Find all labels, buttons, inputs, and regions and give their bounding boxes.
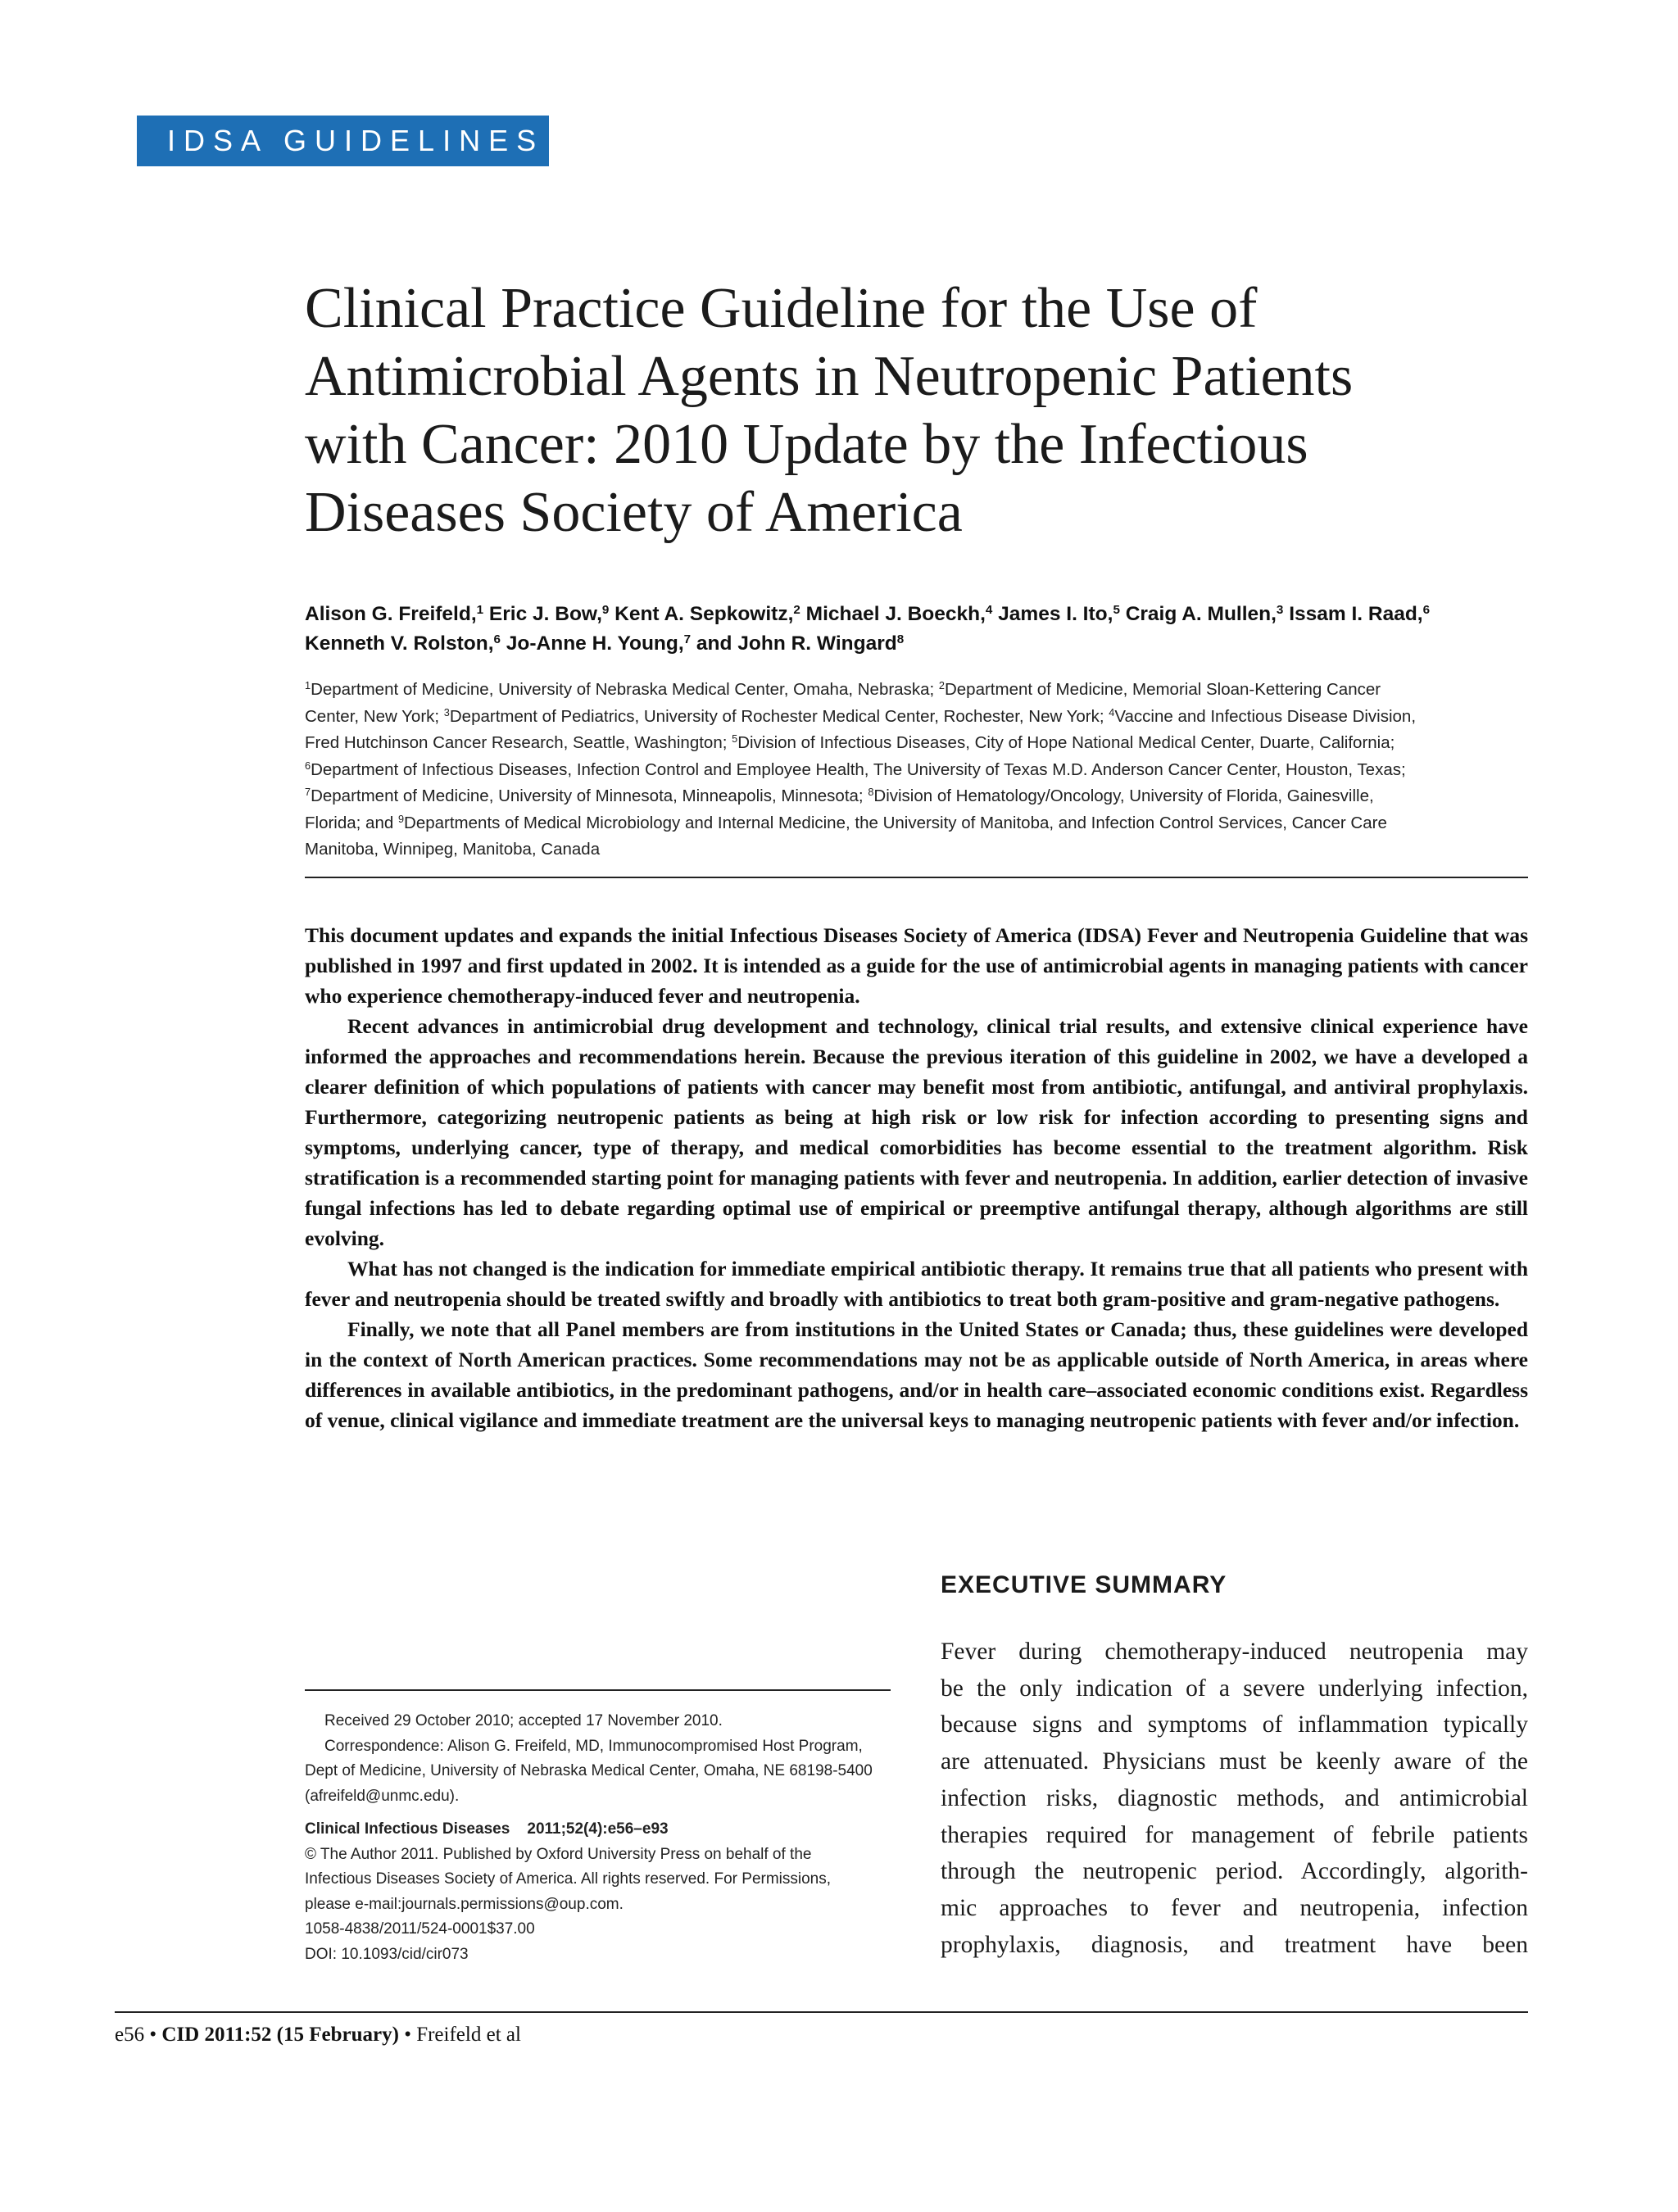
affiliation-sup: 7	[305, 786, 311, 799]
affiliation-line	[305, 836, 1526, 863]
author-name: James I. Ito,	[998, 603, 1113, 625]
affiliation-sup: 3	[443, 705, 450, 718]
doi-link[interactable]: DOI: 10.1093/cid/cir073	[305, 1945, 469, 1963]
received-note: Received 29 October 2010; accepted 17 November 2010.	[324, 1712, 723, 1729]
body-line: Fever during chemotherapy-induced neutropenia may	[941, 1639, 1528, 1665]
abstract-paragraph: This document updates and expands the initial Infectious Diseases Society of America (IDSA) Fever and Neutropenia Guideline that was published in 1997 and first updated in 2002. It is intended as a guide for the use of antimicrobial agents in managing patients with cancer who experience chemotherapy-induced fever and neutropenia.	[305, 923, 1528, 1008]
title-line: Antimicrobial Agents in Neutropenic Patients	[305, 345, 1354, 408]
author-affil-sup: 4	[985, 602, 993, 617]
title-line: Clinical Practice Guideline for the Use of	[305, 277, 1258, 340]
author-name: Kent A. Sepkowitz,	[615, 603, 794, 625]
author-name: Kenneth V. Rolston,	[305, 632, 494, 655]
author-affil-sup: 6	[1422, 602, 1431, 617]
abstract-paragraph: Recent advances in antimicrobial drug development and technology, clinical trial results, and extensive clinical experience have informed the approaches and recommendations herein. Because the previous iteration of this guideline in 2002, we have a developed a clearer definition of which populations of patients with cancer may benefit most from antibiotic, antifungal, and antiviral prophylaxis. Furthermore, categorizing neutropenic patients as being at high risk or low risk for infection according to presenting signs and symptoms, underlying cancer, type of therapy, and medical comorbidities has become essential to the treatment algorithm. Risk stratification is a recommended starting point for managing patients with fever and neutropenia. In addition, earlier detection of invasive fungal infections has led to debate regarding optimal use of empirical or preemptive antifungal therapy, although algorithms are still evolving.	[305, 1014, 1528, 1250]
correspondence-email[interactable]: (afreifeld@unmc.edu).	[305, 1787, 460, 1805]
affiliation-text: Department of Medicine, University of Minnesota, Minneapolis, Minnesota;	[311, 786, 868, 805]
affiliation-sup: 4	[1109, 705, 1115, 718]
author-name: Jo-Anne H. Young,	[506, 632, 684, 655]
affiliation-line	[305, 810, 1526, 837]
affiliation-text: Department of Pediatrics, University of Rochester Medical Center, Rochester, New York;	[449, 706, 1109, 726]
author-name: Michael J. Boeckh,	[805, 603, 986, 625]
author-affil-sup: 6	[493, 632, 501, 646]
body-line: be the only indication of a severe underlying infection,	[941, 1675, 1528, 1702]
bullet-separator: •	[149, 2024, 157, 2046]
executive-summary-heading: EXECUTIVE SUMMARY	[941, 1571, 1227, 1598]
abstract-paragraph: Finally, we note that all Panel members are from institutions in the United States or Canada; thus, these guidelines were developed in the context of North American practices. Some recommendations may not be as applicable outside of North America, in areas where differences in available antibiotics, in the predominant pathogens, and/or in health care–associated economic conditions exist. Regardless of venue, clinical vigilance and immediate treatment are the universal keys to managing neutropenic patients with fever and/or infection.	[305, 1317, 1528, 1432]
journal-citation: Clinical Infectious Diseases 2011;52(4):e56–e93	[305, 1820, 669, 1838]
affiliation-line	[305, 730, 1526, 757]
footer-divider	[115, 2011, 1528, 2013]
author-affil-sup: 3	[1276, 602, 1284, 617]
bullet-separator: •	[404, 2024, 411, 2046]
correspondence-note: Correspondence: Alison G. Freifeld, MD, Immunocompromised Host Program,	[324, 1737, 863, 1755]
affiliation-text: Center, New York;	[305, 706, 444, 726]
copyright-note: Infectious Diseases Society of America. All rights reserved. For Permissions,	[305, 1870, 832, 1888]
affiliation-text: Florida; and	[305, 813, 398, 832]
page-footer	[115, 2024, 521, 2047]
affiliation-sup: 5	[732, 732, 738, 746]
affiliation-line	[305, 783, 1526, 810]
affiliation-line	[305, 677, 1526, 704]
author-affil-sup: 7	[683, 632, 692, 646]
affiliation-sup: 6	[305, 759, 311, 772]
author-affil-sup: 1	[476, 602, 484, 617]
executive-summary-body	[941, 1634, 1528, 1963]
body-line: because signs and symptoms of inflammation typically	[941, 1711, 1528, 1738]
affiliation-text: Department of Infectious Diseases, Infection Control and Employee Health, The University of Texas M.D. Anderson Cancer Center, Houston, Texas;	[311, 759, 1406, 779]
affiliation-line	[305, 757, 1526, 784]
author-name: Craig A. Mullen,	[1125, 603, 1277, 625]
affiliation-text: Manitoba, Winnipeg, Manitoba, Canada	[305, 840, 601, 859]
author-affil-sup: 9	[601, 602, 610, 617]
abstract-paragraph: What has not changed is the indication for immediate empirical antibiotic therapy. It remains true that all patients who present with fever and neutropenia should be treated swiftly and broadly with antibiotics to treat both gram-positive and gram-negative pathogens.	[305, 1257, 1528, 1311]
author-list	[305, 600, 1526, 659]
author-line	[305, 600, 1526, 629]
body-line: infection risks, diagnostic methods, and antimicrobial	[941, 1784, 1528, 1811]
article-title	[305, 274, 1534, 546]
issn-price: 1058-4838/2011/524-0001$37.00	[305, 1920, 535, 1938]
author-name: Issam I. Raad,	[1289, 603, 1423, 625]
author-name: Eric J. Bow,	[488, 603, 602, 625]
affiliation-text: Department of Medicine, University of Nebraska Medical Center, Omaha, Nebraska;	[311, 680, 939, 699]
affiliation-text: Departments of Medical Microbiology and Internal Medicine, the University of Manitoba, and Infection Control Services, Cancer Care	[404, 813, 1387, 832]
affiliation-text: Vaccine and Infectious Disease Division,	[1114, 706, 1417, 726]
author-line	[305, 629, 1526, 659]
author-name: Alison G. Freifeld,	[305, 603, 477, 625]
affiliation-sup: 1	[305, 679, 311, 692]
affiliation-sup: 8	[868, 786, 874, 799]
affiliations	[305, 677, 1526, 863]
title-line: Diseases Society of America	[305, 481, 963, 544]
author-name: and John R. Wingard	[696, 632, 897, 655]
correspondence-note: Dept of Medicine, University of Nebraska Medical Center, Omaha, NE 68198-5400	[305, 1762, 873, 1779]
section-banner: IDSA GUIDELINES	[137, 116, 549, 166]
affiliation-text: Division of Hematology/Oncology, University of Florida, Gainesville,	[873, 786, 1374, 805]
body-line: mic approaches to fever and neutropenia, infection	[941, 1894, 1528, 1921]
affiliation-sup: 2	[938, 679, 945, 692]
footnote-divider	[305, 1689, 891, 1691]
copyright-note: © The Author 2011. Published by Oxford University Press on behalf of the	[305, 1845, 812, 1863]
author-affil-sup: 2	[793, 602, 800, 617]
affiliation-text: Division of Infectious Diseases, City of Hope National Medical Center, Duarte, California;	[737, 733, 1395, 752]
affiliation-text: Fred Hutchinson Cancer Research, Seattle, Washington;	[305, 733, 732, 752]
body-line: through the neutropenic period. Accordingly, algorith-	[941, 1858, 1528, 1885]
body-line: therapies required for management of febrile patients	[941, 1821, 1528, 1848]
header-divider	[305, 877, 1528, 878]
page-number: e56	[115, 2024, 145, 2046]
affiliation-text: Department of Medicine, Memorial Sloan-Kettering Cancer	[944, 680, 1381, 699]
affiliation-line	[305, 704, 1526, 731]
body-line: prophylaxis, diagnosis, and treatment have been	[941, 1931, 1528, 1958]
abstract	[305, 920, 1528, 1435]
title-line: with Cancer: 2010 Update by the Infectious	[305, 413, 1308, 476]
journal-issue: CID 2011:52 (15 February)	[161, 2024, 399, 2046]
running-authors: Freifeld et al	[416, 2024, 521, 2046]
body-line: are attenuated. Physicians must be keenly aware of the	[941, 1748, 1528, 1775]
author-affil-sup: 8	[896, 632, 905, 646]
affiliation-sup: 9	[397, 812, 405, 825]
permissions-email[interactable]: please e-mail:journals.permissions@oup.com.	[305, 1895, 624, 1913]
author-affil-sup: 5	[1113, 602, 1120, 617]
footnotes	[305, 1709, 891, 1967]
